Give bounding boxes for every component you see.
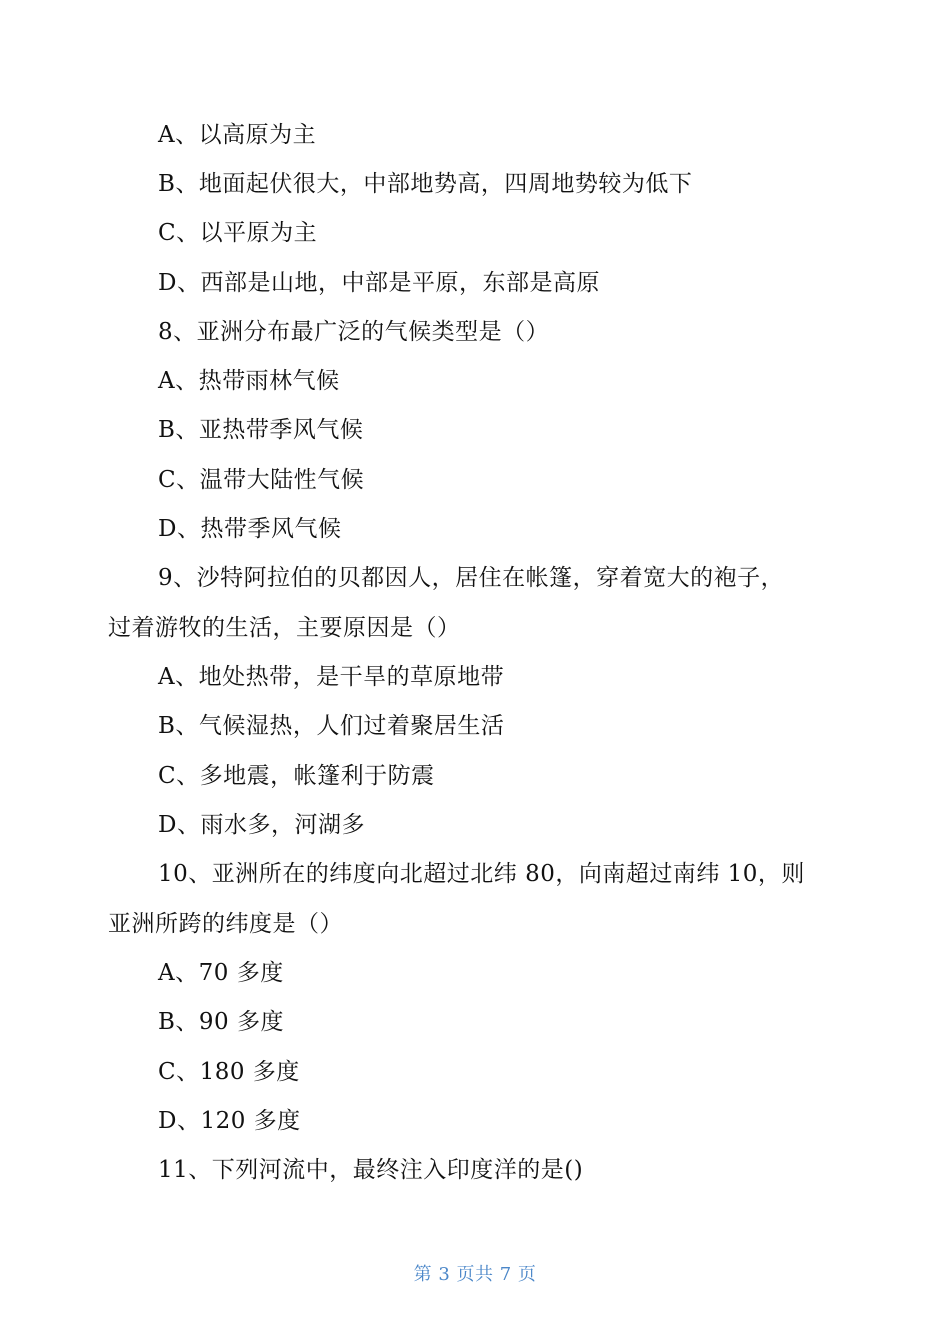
option-a-q9: A、地处热带，是干旱的草原地带 <box>158 664 505 690</box>
option-b-q8: B、亚热带季风气候 <box>158 417 364 443</box>
option-c-q7: C、以平原为主 <box>158 220 318 246</box>
option-d-q10: D、120 多度 <box>158 1108 301 1134</box>
option-b-q10: B、90 多度 <box>158 1009 284 1035</box>
option-c-q8: C、温带大陆性气候 <box>158 467 365 493</box>
option-b-q7: B、地面起伏很大，中部地势高，四周地势较为低下 <box>158 171 693 197</box>
option-d-q9: D、雨水多，河湖多 <box>158 812 365 838</box>
option-a-q8: A、热带雨林气候 <box>158 368 340 394</box>
question-10-line-2: 亚洲所跨的纬度是（） <box>108 911 343 937</box>
option-a-q7: A、以高原为主 <box>158 122 317 148</box>
page-number-footer: 第 3 页共 7 页 <box>413 1264 537 1285</box>
option-d-q8: D、热带季风气候 <box>158 516 342 542</box>
option-d-q7: D、西部是山地，中部是平原，东部是高原 <box>158 270 600 296</box>
question-9-line-1: 9、沙特阿拉伯的贝都因人，居住在帐篷，穿着宽大的袍子， <box>158 565 785 591</box>
option-c-q10: C、180 多度 <box>158 1059 300 1085</box>
option-b-q9: B、气候湿热，人们过着聚居生活 <box>158 713 505 739</box>
question-8: 8、亚洲分布最广泛的气候类型是（） <box>158 319 550 345</box>
option-c-q9: C、多地震，帐篷利于防震 <box>158 763 435 789</box>
question-9-line-2: 过着游牧的生活，主要原因是（） <box>108 615 461 641</box>
option-a-q10: A、70 多度 <box>158 960 284 986</box>
question-11: 11、下列河流中，最终注入印度洋的是() <box>158 1157 584 1183</box>
question-10-line-1: 10、亚洲所在的纬度向北超过北纬 80，向南超过南纬 10，则 <box>158 861 805 887</box>
